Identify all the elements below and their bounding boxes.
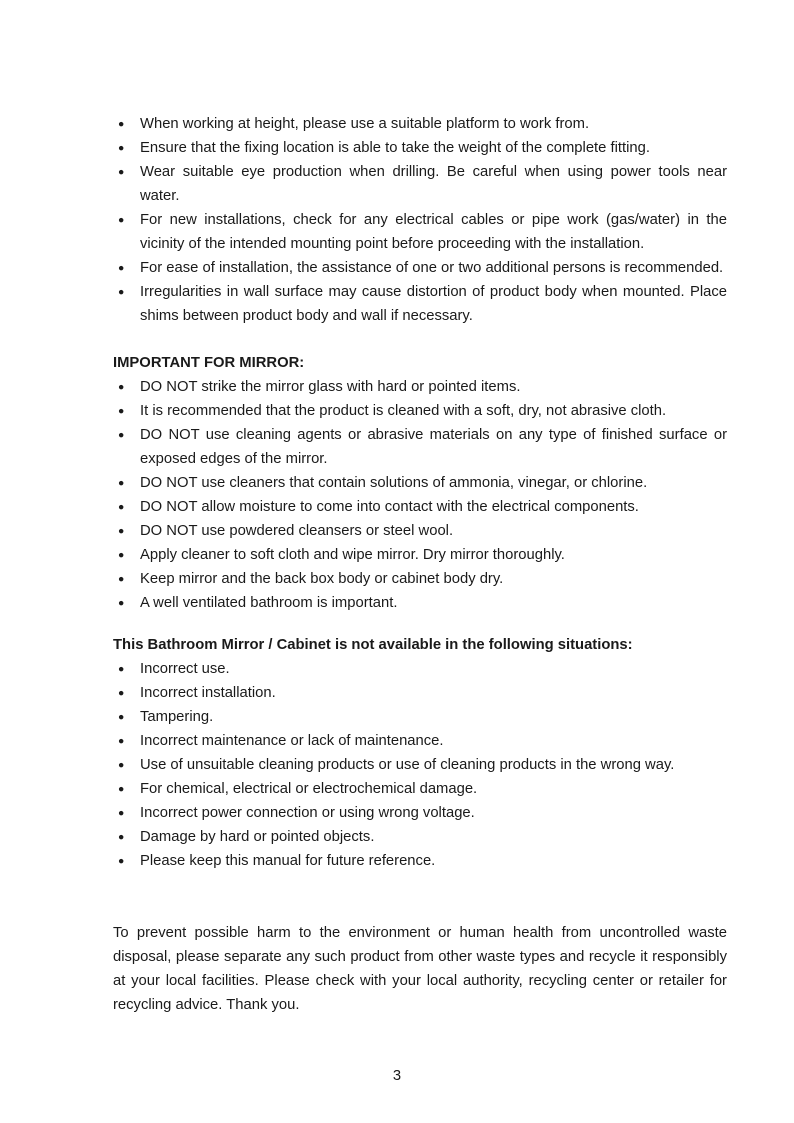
list-item — [113, 657, 727, 681]
list-item — [113, 112, 727, 136]
list-item-text: For ease of installation, the assistance of one or two additional persons is recommended. — [140, 260, 724, 276]
list-item-text: Ensure that the fixing location is able to take the weight of the complete fitting. — [140, 140, 650, 156]
list-item-text: When working at height, please use a suitable platform to work from. — [140, 116, 590, 132]
mirror-care-list — [113, 375, 727, 615]
bullet-icon: ● — [118, 429, 125, 441]
list-item — [113, 519, 727, 543]
list-item — [113, 777, 727, 801]
situations-list — [113, 657, 727, 873]
bullet-icon: ● — [118, 855, 125, 867]
bullet-icon: ● — [118, 477, 125, 489]
list-item-text: Incorrect power connection or using wrong voltage. — [140, 805, 475, 821]
list-item-text: Keep mirror and the back box body or cabinet body dry. — [140, 571, 504, 587]
list-item — [113, 849, 727, 873]
list-item-text: DO NOT use powdered cleansers or steel wool. — [140, 523, 454, 539]
bullet-icon: ● — [118, 783, 125, 795]
list-item — [113, 729, 727, 753]
list-item-text: Incorrect use. — [140, 661, 230, 677]
list-item — [113, 567, 727, 591]
list-item — [113, 256, 727, 280]
list-item-text: It is recommended that the product is cleaned with a soft, dry, not abrasive cloth. — [140, 403, 667, 419]
bullet-icon: ● — [118, 711, 125, 723]
bullet-icon: ● — [118, 807, 125, 819]
list-item — [113, 705, 727, 729]
bullet-icon: ● — [118, 142, 125, 154]
list-item-text: Damage by hard or pointed objects. — [140, 829, 375, 845]
list-item-text: Incorrect installation. — [140, 685, 276, 701]
bullet-icon: ● — [118, 214, 125, 226]
list-item-text: Use of unsuitable cleaning products or use of cleaning products in the wrong way. — [140, 757, 675, 773]
list-item — [113, 423, 727, 471]
bullet-icon: ● — [118, 405, 125, 417]
bullet-icon: ● — [118, 597, 125, 609]
disposal-paragraph: To prevent possible harm to the environment or human health from uncontrolled waste disposal, please separate any such product from other waste types and recycle it responsibly at your local facilities. Please check with your local authority, recycling center or retailer for recycling advice. Thank you. — [113, 925, 727, 1013]
list-item-text: DO NOT allow moisture to come into contact with the electrical components. — [140, 499, 639, 515]
list-item-text: A well ventilated bathroom is important. — [140, 595, 398, 611]
bullet-icon: ● — [118, 501, 125, 513]
list-item-text: Apply cleaner to soft cloth and wipe mirror. Dry mirror thoroughly. — [140, 547, 565, 563]
list-item — [113, 801, 727, 825]
bullet-icon: ● — [118, 549, 125, 561]
bullet-icon: ● — [118, 381, 125, 393]
list-item — [113, 681, 727, 705]
bullet-icon: ● — [118, 286, 125, 298]
bullet-icon: ● — [118, 118, 125, 130]
list-item — [113, 543, 727, 567]
bullet-icon: ● — [118, 687, 125, 699]
list-item — [113, 280, 727, 328]
bullet-icon: ● — [118, 663, 125, 675]
list-item-text: For new installations, check for any electrical cables or pipe work (gas/water) in the vicinity of the intended mounting point before proceeding with the installation. — [140, 212, 727, 252]
section-heading-important-for-mirror: IMPORTANT FOR MIRROR: — [113, 355, 305, 371]
list-item — [113, 375, 727, 399]
list-item — [113, 208, 727, 256]
bullet-icon: ● — [118, 262, 125, 274]
bullet-icon: ● — [118, 735, 125, 747]
safety-list — [113, 112, 727, 328]
list-item — [113, 136, 727, 160]
list-item-text: Wear suitable eye production when drilling. Be careful when using power tools near water. — [140, 164, 727, 204]
list-item — [113, 160, 727, 208]
list-item-text: Irregularities in wall surface may cause distortion of product body when mounted. Place shims between product body and wall if necessary. — [140, 284, 727, 324]
bullet-icon: ● — [118, 759, 125, 771]
list-item-text: For chemical, electrical or electrochemical damage. — [140, 781, 478, 797]
list-item — [113, 591, 727, 615]
bullet-icon: ● — [118, 831, 125, 843]
list-item — [113, 471, 727, 495]
list-item-text: DO NOT use cleaners that contain solutions of ammonia, vinegar, or chlorine. — [140, 475, 648, 491]
list-item — [113, 753, 727, 777]
list-item — [113, 825, 727, 849]
page-number: 3 — [392, 1068, 402, 1084]
bullet-icon: ● — [118, 573, 125, 585]
bullet-icon: ● — [118, 525, 125, 537]
list-item-text: DO NOT use cleaning agents or abrasive materials on any type of finished surface or exposed edges of the mirror. — [140, 427, 727, 467]
list-item-text: Please keep this manual for future reference. — [140, 853, 436, 869]
list-item-text: Tampering. — [140, 709, 214, 725]
bullet-icon: ● — [118, 166, 125, 178]
page-content — [113, 112, 727, 1017]
list-item-text: Incorrect maintenance or lack of maintenance. — [140, 733, 444, 749]
list-item — [113, 495, 727, 519]
list-item — [113, 399, 727, 423]
list-item-text: DO NOT strike the mirror glass with hard or pointed items. — [140, 379, 521, 395]
section-heading-situations: This Bathroom Mirror / Cabinet is not available in the following situations: — [113, 637, 633, 653]
